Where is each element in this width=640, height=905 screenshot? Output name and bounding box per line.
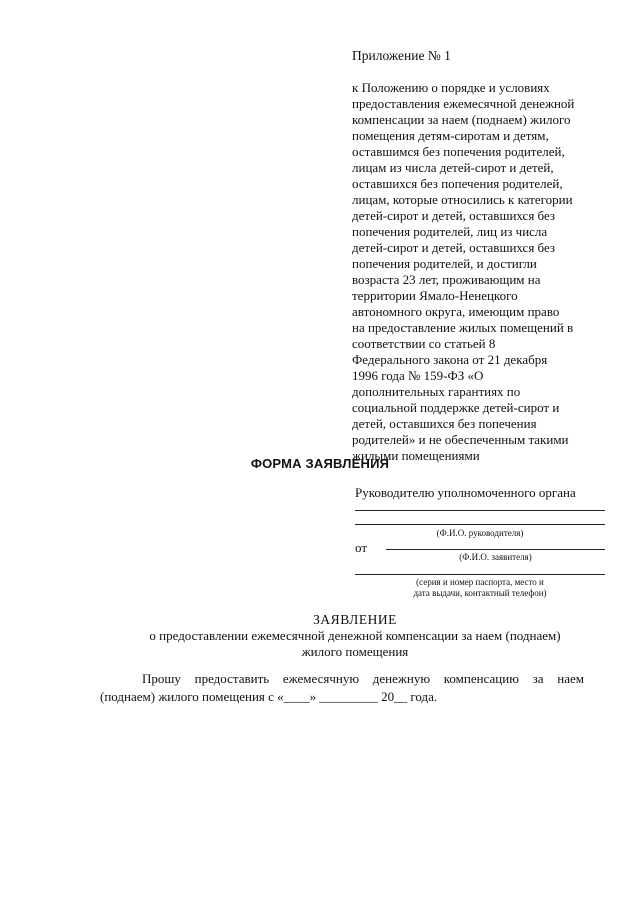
appendix-line: предоставления ежемесячной денежной	[352, 96, 575, 111]
statement-body-line-2: (поднаем) жилого помещения с «____» _________ 20__ года.	[100, 689, 438, 704]
appendix-line: детей, оставшихся без попечения	[352, 416, 537, 431]
appendix-line: дополнительных гарантиях по	[352, 384, 521, 399]
appendix-line: оставшихся без попечения родителей,	[352, 176, 563, 191]
passport-caption-2: дата выдачи, контактный телефон)	[413, 588, 547, 598]
applicant-name-field-line[interactable]	[386, 549, 605, 550]
passport-field-line[interactable]	[355, 574, 605, 575]
appendix-line: 1996 года № 159-ФЗ «О	[352, 368, 484, 383]
appendix-line: возраста 23 лет, проживающим на	[352, 272, 541, 287]
appendix-title: Приложение № 1	[352, 48, 451, 63]
appendix-line: детей-сирот и детей, оставшихся без	[352, 208, 556, 223]
appendix-line: социальной поддержке детей-сирот и	[352, 400, 560, 415]
appendix-line: лицам, которые относились к категории	[352, 192, 573, 207]
statement-body-line-1: Прошу предоставить ежемесячную денежную компенсацию за наем	[142, 671, 584, 686]
appendix-line: родителей» и не обеспеченным такими	[352, 432, 569, 447]
appendix-line: оставшимся без попечения родителей,	[352, 144, 565, 159]
appendix-line: Федерального закона от 21 декабря	[352, 352, 548, 367]
appendix-line: территории Ямало-Ненецкого	[352, 288, 518, 303]
appendix-line: к Положению о порядке и условиях	[352, 80, 550, 95]
appendix-line: лицам из числа детей-сирот и детей,	[352, 160, 554, 175]
appendix-line: соответствии со статьей 8	[352, 336, 496, 351]
head-name-field-line[interactable]	[355, 524, 605, 525]
appendix-line: попечения родителей, и достигли	[352, 256, 537, 271]
statement-title: ЗАЯВЛЕНИЕ	[313, 612, 397, 627]
appendix-description	[352, 80, 614, 464]
appendix-line: на предоставление жилых помещений в	[352, 320, 574, 335]
addressee-label: Руководителю уполномоченного органа	[355, 485, 576, 500]
passport-caption-1: (серия и номер паспорта, место и	[416, 577, 544, 587]
appendix-line: компенсации за наем (поднаем) жилого	[352, 112, 571, 127]
statement-subtitle	[0, 628, 640, 660]
appendix-line: помещения детям-сиротам и детям,	[352, 128, 549, 143]
appendix-line: автономного округа, имеющим право	[352, 304, 560, 319]
statement-body	[100, 670, 584, 706]
form-heading: ФОРМА ЗАЯВЛЕНИЯ	[250, 456, 390, 471]
statement-subtitle-line-2: жилого помещения	[301, 644, 409, 659]
applicant-name-caption: (Ф.И.О. заявителя)	[459, 552, 532, 562]
appendix-line: попечения родителей, лиц из числа	[352, 224, 548, 239]
head-name-caption: (Ф.И.О. руководителя)	[436, 528, 524, 538]
appendix-line: детей-сирот и детей, оставшихся без	[352, 240, 556, 255]
statement-subtitle-line-1: о предоставлении ежемесячной денежной компенсации за наем (поднаем)	[149, 628, 561, 643]
from-label: от	[355, 540, 368, 555]
addressee-field-line-1[interactable]	[355, 510, 605, 511]
appendix-line: жилыми помещениями	[352, 448, 480, 463]
